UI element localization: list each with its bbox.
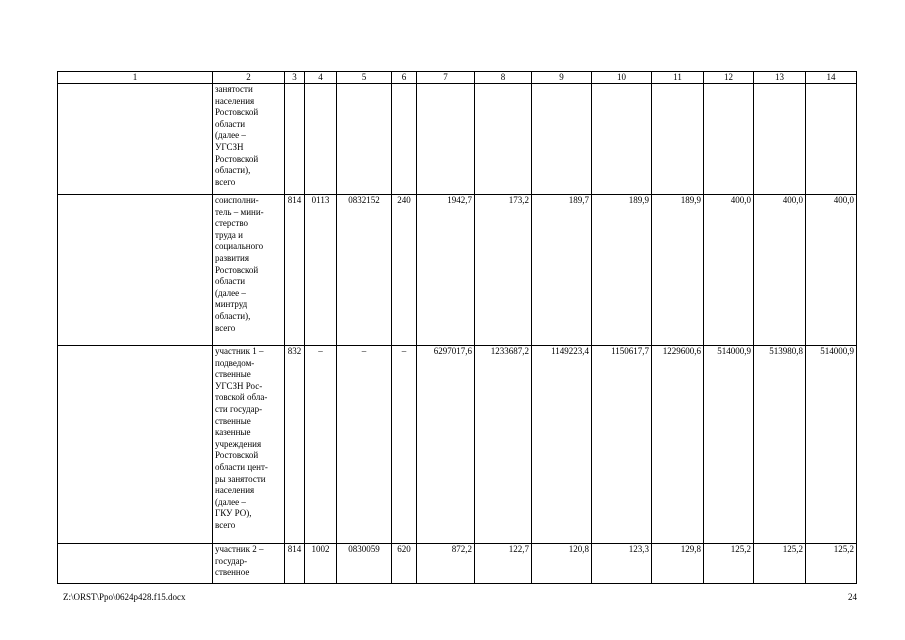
table-cell [392,84,417,195]
table-cell-entity: занятости населения Ростовской области (далее – УГСЗН Ростовской области), всего [213,84,285,195]
column-header: 5 [337,72,392,84]
column-header: 6 [392,72,417,84]
table-cell: 514000,9 [704,346,754,544]
column-header: 12 [704,72,754,84]
table-cell: 832 [285,346,305,544]
column-header: 7 [417,72,475,84]
table-cell: 123,3 [592,544,652,584]
column-header: 14 [806,72,857,84]
table-header-row [58,72,857,84]
column-header: 9 [532,72,592,84]
table-cell: 189,9 [592,195,652,346]
table-row [58,544,857,584]
table-cell: 400,0 [754,195,806,346]
table-row [58,195,857,346]
table-cell [305,84,337,195]
table-cell [475,84,532,195]
table-cell [532,84,592,195]
table-cell [754,84,806,195]
table-cell: 189,9 [652,195,704,346]
table-cell [806,84,857,195]
table-cell: 0113 [305,195,337,346]
budget-table [57,71,857,584]
table-cell: 514000,9 [806,346,857,544]
table-cell: 513980,8 [754,346,806,544]
table-cell [285,84,305,195]
table-cell: 400,0 [806,195,857,346]
column-header: 10 [592,72,652,84]
table-cell: – [305,346,337,544]
table-cell: 814 [285,544,305,584]
table-cell: – [337,346,392,544]
footer-file-path: Z:\ORST\Ppo\0624p428.f15.docx [63,592,186,602]
table-cell-entity: соисполни- тель – мини- стерство труда и социального развития Ростовской области (далее – минтруд области), всего [213,195,285,346]
table-cell: 0830059 [337,544,392,584]
table-cell: 1002 [305,544,337,584]
table-cell: 125,2 [754,544,806,584]
table-cell: 125,2 [806,544,857,584]
table-cell: 129,8 [652,544,704,584]
table-cell [337,84,392,195]
column-header: 11 [652,72,704,84]
table-cell: 872,2 [417,544,475,584]
table-cell [704,84,754,195]
table-cell-entity: участник 2 – государ- ственное [213,544,285,584]
table-cell-entity: участник 1 – подведом- ственные УГСЗН Рос- товской обла- сти государ- ственные казенные учреждения Ростовской области цент- ры занятости населения (далее – ГКУ РО), всего [213,346,285,544]
column-header: 1 [58,72,213,84]
table-cell: 814 [285,195,305,346]
table-cell: 120,8 [532,544,592,584]
table-cell: 0832152 [337,195,392,346]
table-cell: 1150617,7 [592,346,652,544]
table-cell: 1233687,2 [475,346,532,544]
table-cell: 1942,7 [417,195,475,346]
table-cell-empty [58,84,213,195]
column-header: 8 [475,72,532,84]
footer-page-number: 24 [848,592,857,602]
table-cell: 125,2 [704,544,754,584]
table-cell-empty [58,544,213,584]
table-cell: 620 [392,544,417,584]
column-header: 2 [213,72,285,84]
column-header: 4 [305,72,337,84]
column-header: 13 [754,72,806,84]
table-row [58,346,857,544]
table-cell: 189,7 [532,195,592,346]
table-cell: 1229600,6 [652,346,704,544]
table-row [58,84,857,195]
table-cell: 240 [392,195,417,346]
table-cell [417,84,475,195]
table-cell: – [392,346,417,544]
table-cell [592,84,652,195]
table-cell-empty [58,195,213,346]
table-cell [652,84,704,195]
table-cell: 1149223,4 [532,346,592,544]
table-cell: 173,2 [475,195,532,346]
table-cell: 400,0 [704,195,754,346]
table-cell-empty [58,346,213,544]
table-cell: 122,7 [475,544,532,584]
table-cell: 6297017,6 [417,346,475,544]
column-header: 3 [285,72,305,84]
